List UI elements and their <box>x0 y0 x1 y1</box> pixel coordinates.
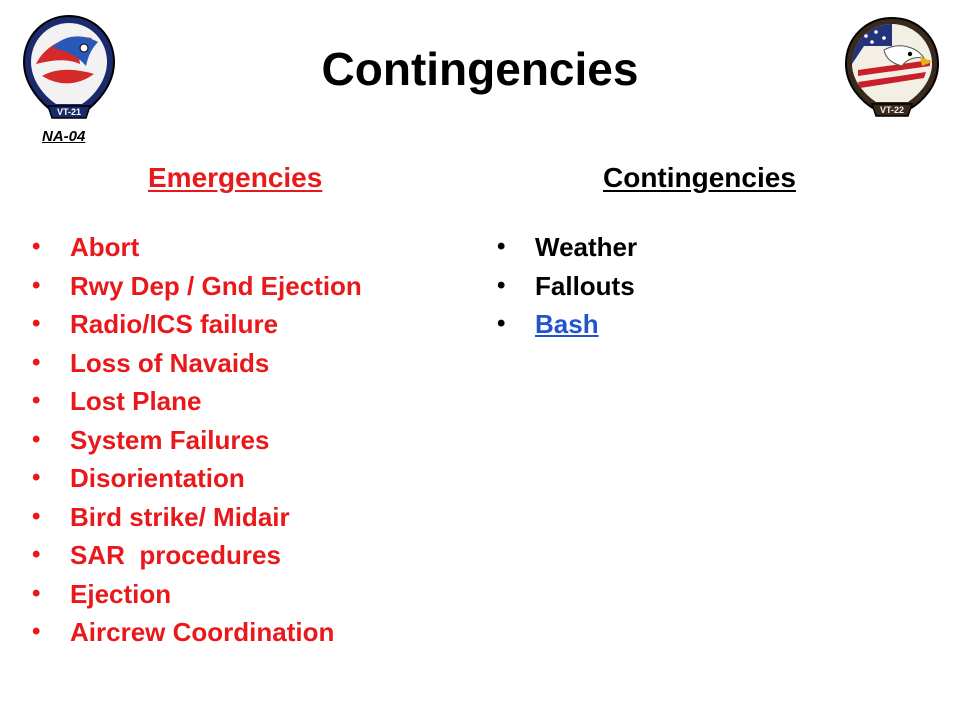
emergency-item-label: Aircrew Coordination <box>70 617 335 647</box>
contingency-item-bash <box>497 305 637 344</box>
bullet-icon: • <box>32 233 41 260</box>
bullet-icon: • <box>32 464 41 491</box>
emergency-item-system-failures <box>32 421 362 460</box>
vt21-patch-label: VT-21 <box>56 107 82 117</box>
bullet-icon: • <box>32 348 41 376</box>
emergency-item-label: Radio/ICS failure <box>70 309 279 339</box>
bullet-icon: • <box>32 502 41 530</box>
emergency-item-label: Disorientation <box>70 463 245 493</box>
bullet-icon: • <box>32 618 41 645</box>
bullet-icon: • <box>32 271 41 299</box>
emergency-item-sar <box>32 536 362 575</box>
emergency-item-label: System Failures <box>70 424 270 455</box>
emergency-item-ejection <box>32 575 362 614</box>
emergency-item-radio-ics <box>32 305 362 344</box>
emergency-item-label: SAR procedures <box>70 540 281 570</box>
emergency-item-aircrew <box>32 613 362 652</box>
emergency-item-disorientation <box>32 459 362 498</box>
bullet-icon: • <box>32 310 41 337</box>
emergency-item-bird-strike <box>32 498 362 537</box>
emergencies-list <box>32 228 362 652</box>
emergency-item-label: Rwy Dep / Gnd Ejection <box>70 270 362 301</box>
emergencies-heading: Emergencies <box>148 162 323 193</box>
contingencies-list <box>497 228 637 344</box>
emergency-item-label: Lost Plane <box>70 386 202 416</box>
bullet-icon: • <box>32 579 41 607</box>
emergency-item-navaids <box>32 344 362 383</box>
emergency-item-label: Abort <box>70 232 140 262</box>
bullet-icon: • <box>32 425 41 453</box>
emergency-item-rwy-dep <box>32 267 362 306</box>
bullet-icon: • <box>497 310 506 337</box>
course-code: NA-04 <box>42 128 86 145</box>
emergency-item-lost-plane <box>32 382 362 421</box>
contingency-item-weather <box>497 228 637 267</box>
emergency-item-label: Ejection <box>70 578 172 609</box>
bullet-icon: • <box>497 271 506 299</box>
emergency-item-label: Bird strike/ Midair <box>70 501 290 532</box>
contingencies-heading: Contingencies <box>603 162 796 193</box>
vt22-patch-label: VT-22 <box>879 105 905 115</box>
contingency-item-fallouts <box>497 267 637 306</box>
bullet-icon: • <box>32 387 41 414</box>
contingency-item-label: Fallouts <box>535 270 635 301</box>
emergency-item-label: Loss of Navaids <box>70 347 270 378</box>
bullet-icon: • <box>32 541 41 568</box>
contingency-item-label: Weather <box>535 232 638 262</box>
emergency-item-abort <box>32 228 362 267</box>
bash-link[interactable]: Bash <box>535 309 599 339</box>
bullet-icon: • <box>497 233 506 260</box>
slide-title: Contingencies <box>321 43 639 95</box>
